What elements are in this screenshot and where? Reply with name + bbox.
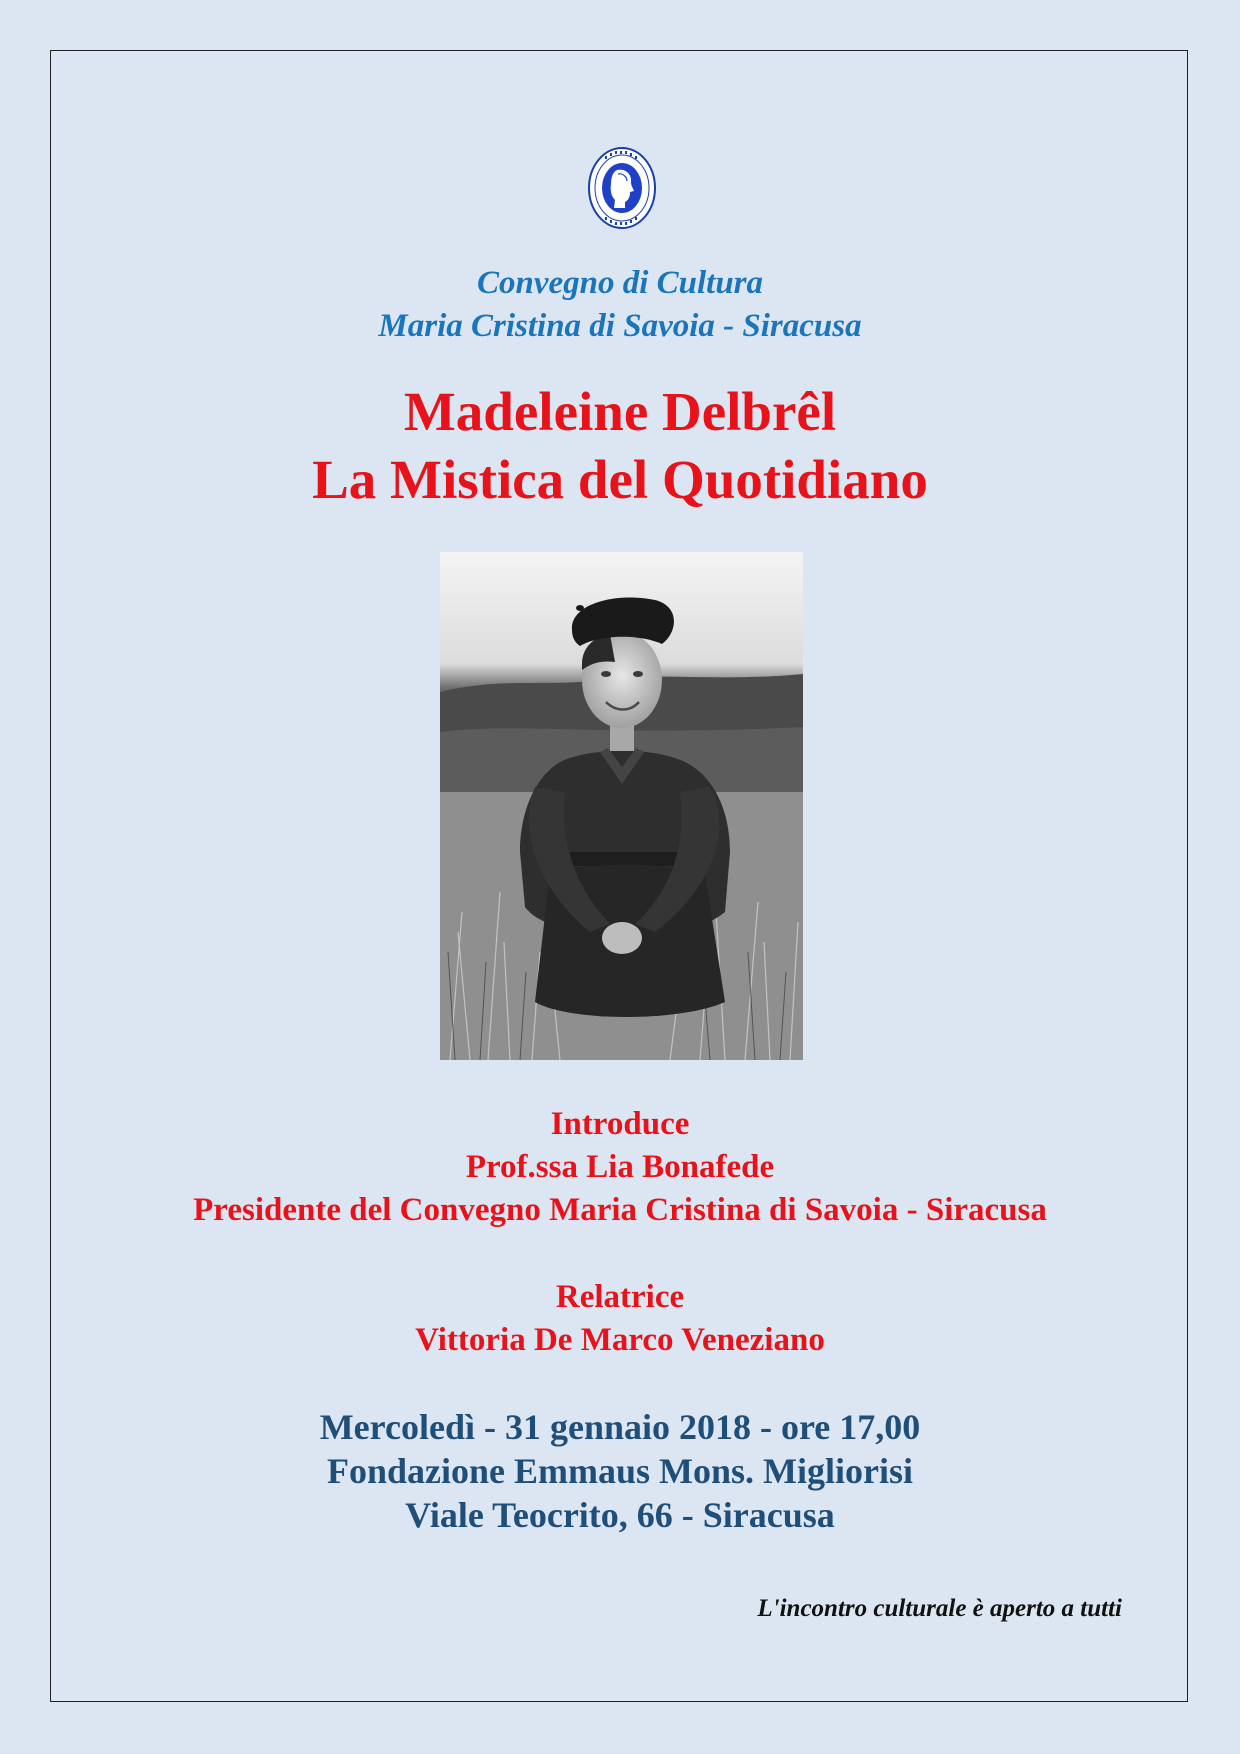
speaker-name: Vittoria De Marco Veneziano	[415, 1322, 825, 1358]
speaker-block	[0, 1276, 1240, 1362]
event-venue: Fondazione Emmaus Mons. Migliorisi	[326, 1451, 914, 1491]
introduce-position: Presidente del Convegno Maria Cristina di Savoia - Siracusa	[193, 1192, 1047, 1228]
title-line-1: Madeleine Delbrêl	[403, 381, 837, 442]
organization-header	[0, 262, 1240, 348]
introduce-block	[0, 1103, 1240, 1232]
event-title	[0, 378, 1240, 514]
title-line-2: La Mistica del Quotidiano	[312, 449, 928, 510]
event-date: Mercoledì - 31 gennaio 2018 - ore 17,00	[319, 1407, 921, 1447]
introduce-role: Introduce	[550, 1106, 690, 1142]
event-details	[0, 1405, 1240, 1537]
portrait-photo	[440, 552, 803, 1060]
introduce-name: Prof.ssa Lia Bonafede	[465, 1149, 775, 1185]
convegno-logo-icon	[587, 146, 657, 230]
open-to-all-note: L'incontro culturale è aperto a tutti	[757, 1595, 1122, 1622]
event-address: Viale Teocrito, 66 - Siracusa	[405, 1495, 835, 1535]
speaker-role: Relatrice	[555, 1279, 685, 1315]
header-line-2: Maria Cristina di Savoia - Siracusa	[378, 308, 862, 344]
header-line-1: Convegno di Cultura	[476, 265, 764, 301]
